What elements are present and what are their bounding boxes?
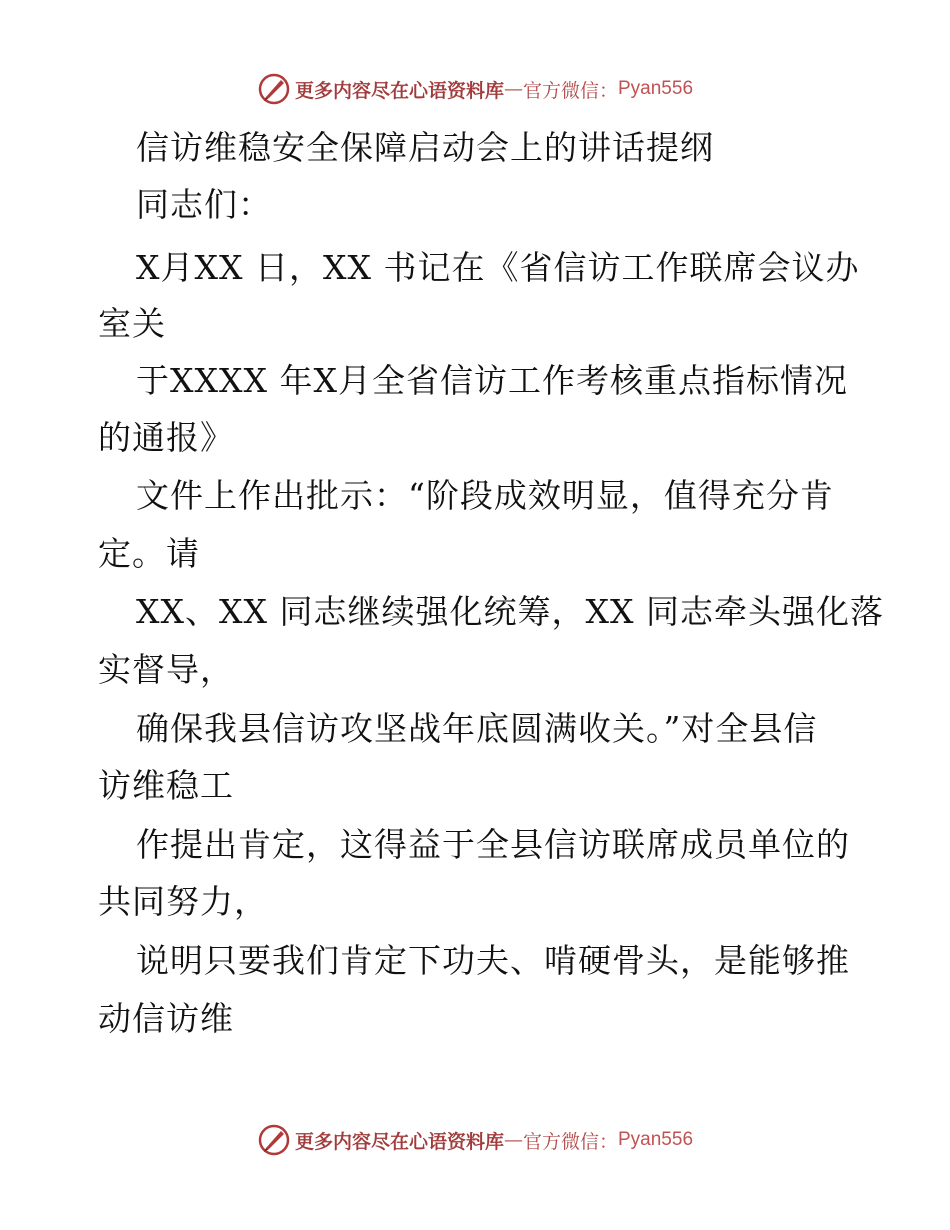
watermark-brand: 更多内容尽在心语资料库 xyxy=(294,79,504,102)
paragraph-line: 文件上作出批示：“阶段成效明显，值得充分肯 xyxy=(136,476,834,515)
quill-seal-icon xyxy=(257,1123,291,1157)
paragraph-line: 共同努力， xyxy=(98,882,268,921)
watermark-wechat-label: 官方微信： xyxy=(522,79,618,102)
paragraph-line: 确保我县信访攻坚战年底圆满收关。”对全县信 xyxy=(136,709,818,748)
document-title: 信访维稳安全保障启动会上的讲话提纲 xyxy=(136,128,714,167)
paragraph-line: XX、XX 同志继续强化统筹，XX 同志牵头强化落 xyxy=(136,592,884,631)
paragraph-line: 室关 xyxy=(98,304,166,343)
paragraph-line: 作提出肯定，这得益于全县信访联席成员单位的 xyxy=(136,825,850,864)
quill-seal-icon xyxy=(257,72,291,106)
watermark-wechat-id: Pyan556 xyxy=(618,1129,694,1150)
paragraph-line: 访维稳工 xyxy=(98,766,234,805)
paragraph-line: X月XX 日，XX 书记在《省信访工作联席会议办 xyxy=(136,248,860,287)
watermark-brand: 更多内容尽在心语资料库 xyxy=(294,1130,504,1153)
paragraph-line: 动信访维 xyxy=(98,999,234,1038)
watermark-wechat-id: Pyan556 xyxy=(618,78,694,99)
watermark-separator: — xyxy=(503,78,523,100)
watermark-wechat-label: 官方微信： xyxy=(522,1130,618,1153)
paragraph-line: 于XXXX 年X月全省信访工作考核重点指标情况 xyxy=(136,361,848,400)
paragraph-line: 说明只要我们肯定下功夫、啃硬骨头，是能够推 xyxy=(136,941,850,980)
paragraph-line: 实督导， xyxy=(98,650,234,689)
salutation: 同志们： xyxy=(136,185,272,224)
header-watermark xyxy=(0,72,950,106)
paragraph-line: 的通报》 xyxy=(98,418,234,457)
footer-watermark xyxy=(0,1123,950,1157)
paragraph-line: 定。请 xyxy=(98,534,200,573)
watermark-separator: — xyxy=(503,1129,523,1151)
